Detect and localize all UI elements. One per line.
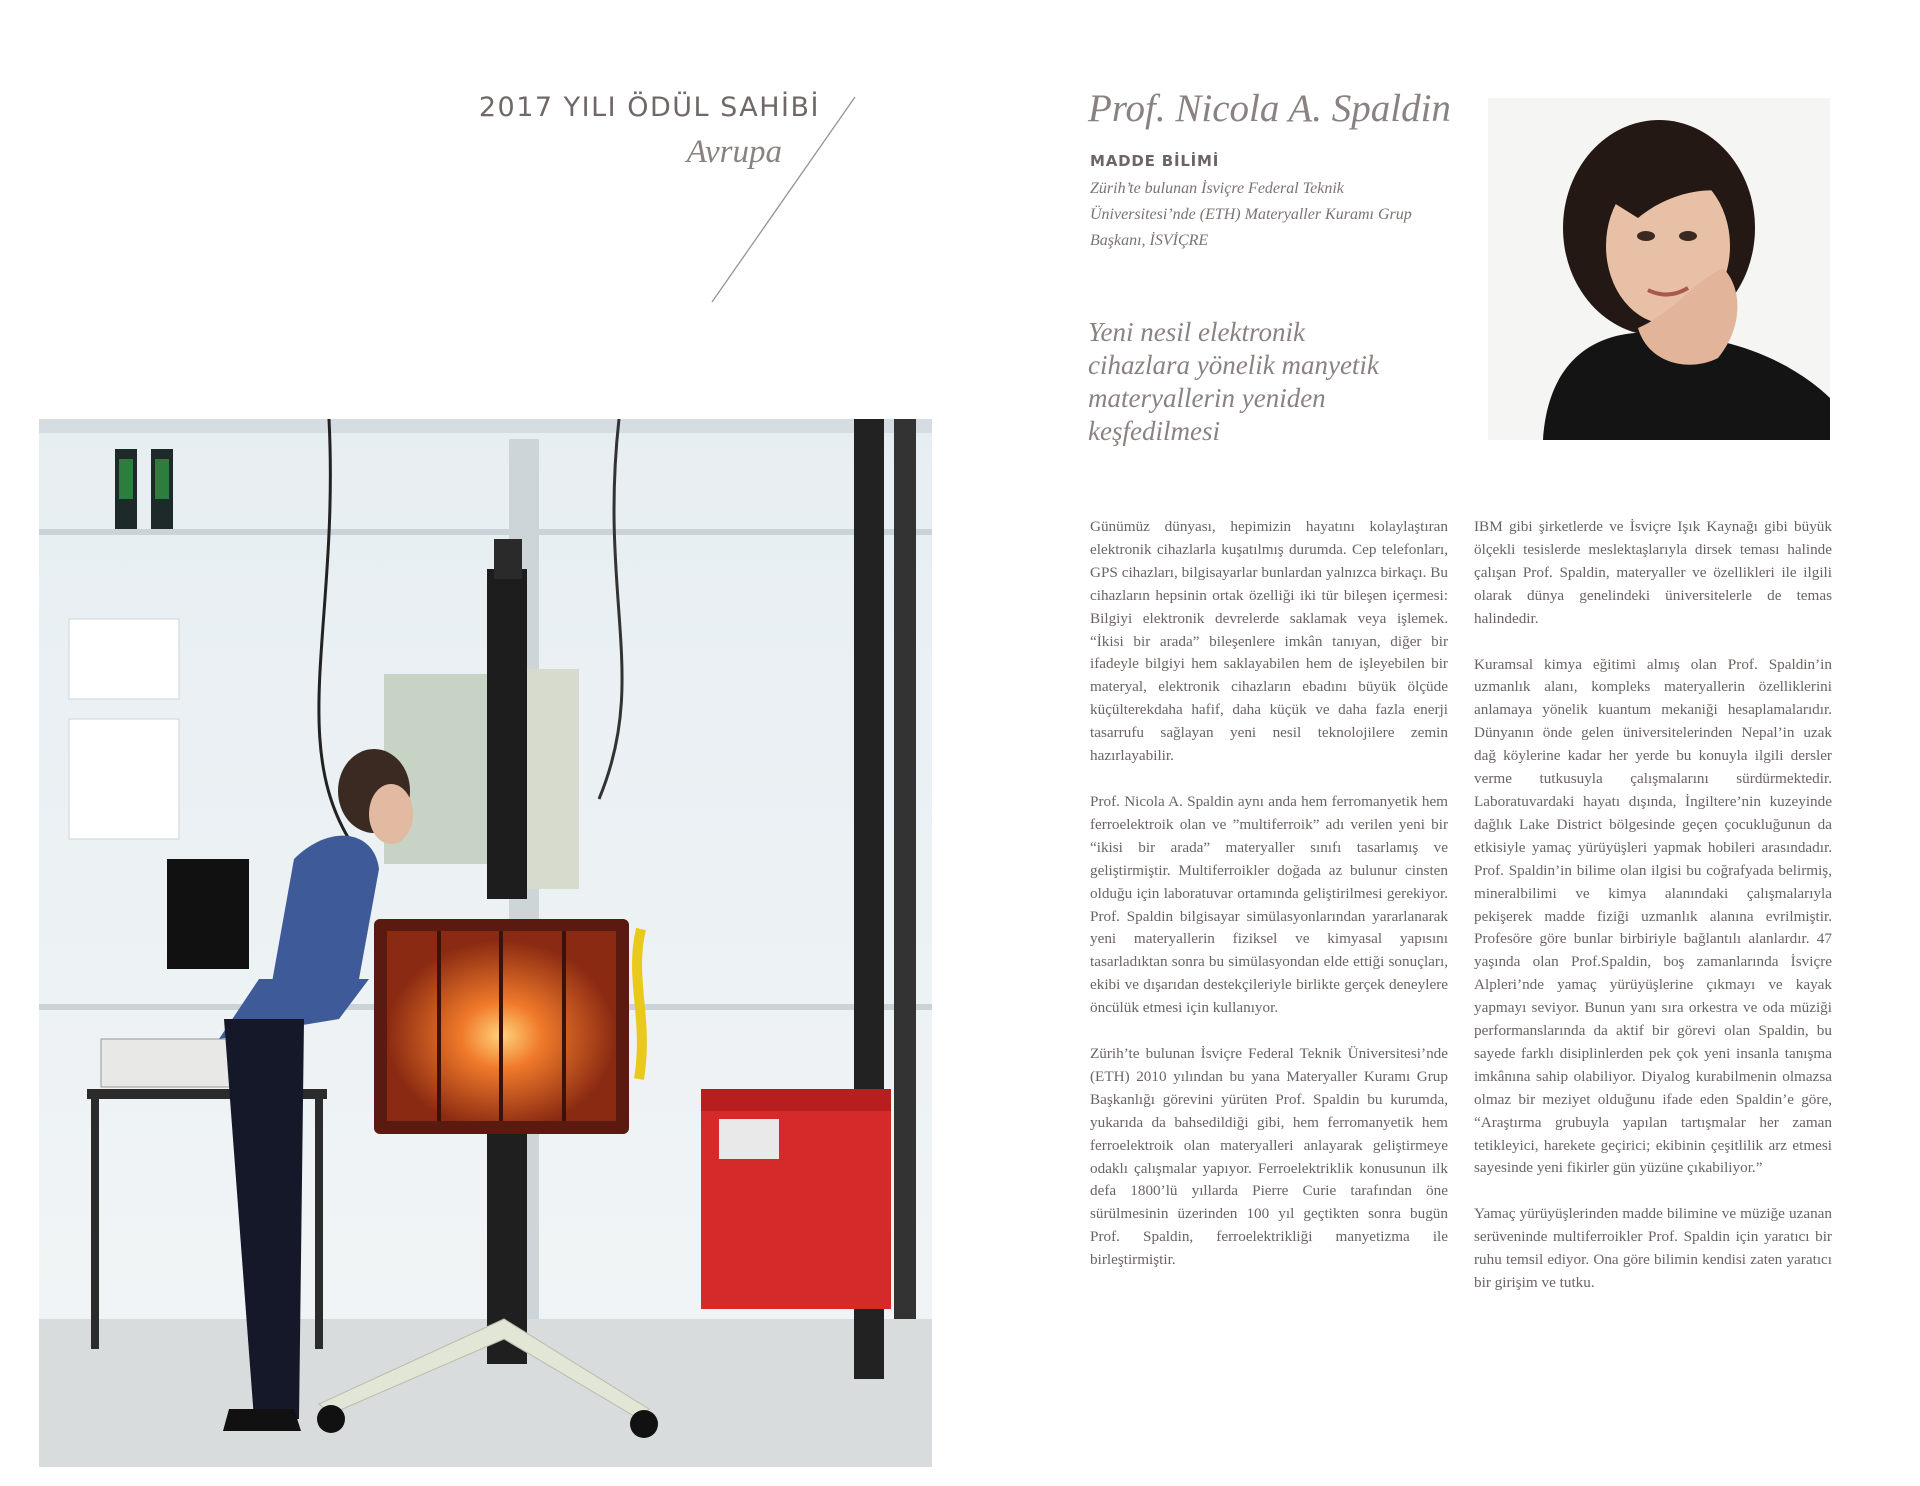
body-paragraph: Kuramsal kimya eğitimi almış olan Prof. Spaldin’in uzmanlık alanı, kompleks materyallerin özelliklerini anlamaya yönelik kuantum mekaniği hesaplamalarıdır. Dünyanın önde gelen üniversitelerinden Nepal’in uzak dağ köylerine kadar her yerde bu konuyla ilgili dersler verme tutkusuyla çalışmalarını sürdürmektedir. Laboratuvardaki hayatı dışında, İngiltere’nin kuzeyinde dağlık Lake District bölgesinde geçen çocukluğunun da etkisiyle yamaç yürüyüşleri yapmak hobileri arasındadır. Prof. Spaldin’in bilime olan ilgisi bu coğrafyada belirmiş, mineralbilimi ve kimya alanındaki çalışmalarıyla pekişerek madde fiziği uzmanlık alanına evrilmiştir. Profesöre göre bunlar birbiriyle bağlantılı alanlardır. 47 yaşında olan Prof.Spaldin, boş zamanlarında İsviçre Alpleri’nde yamaç yürüyüşlerine çıkmayı ve kayak yapmayı seviyor. Bunun yanı sıra orkestra ve oda müziği performanslarında da aktif bir görevi olan Spaldin, bu sayede farklı disiplinlerden pek çok yeni insanla tanışma imkânına sahip olabiliyor. Diyalog kurabilmenin olmazsa olmaz bir meziyet olduğunu ifade eden Spaldin’e göre, “Araştırma grubuyla yapılan tartışmalar her zaman tetikleyici, harekete geçirici; ekibinin çeşitlilik arz etmesi sayesinde yeni fikirler gün yüzüne çıkabiliyor.” xyxy=(1474,655,1832,1177)
body-paragraph: Prof. Nicola A. Spaldin aynı anda hem ferromanyetik hem ferroelektroik olan ve ”multiferroik” adı verilen yeni bir “ikisi bir arada” materyaller sınıfı tasarlamış ve geliştirmiştir. Multiferroikler doğada az bulunur cinsten olduğu için laboratuvar ortamında geliştirilmesi gerekiyor. Prof. Spaldin bilgisayar simülasyonlarından yararlanarak yeni materyallerin fiziksel ve kimyasal yapısını tasarladıktan sonra bu simülasyondan elde ettiği sonuçları, ekibi ve dışarıdan destekçileriyle birlikte gerçek deneylere öncülük etmesi için kullanıyor. xyxy=(1090,792,1448,1017)
portrait-illustration xyxy=(1488,98,1830,440)
affiliation-text: Zürih’te bulunan İsviçre Federal Teknik Üniversitesi’nde (ETH) Materyaller Kuramı Grup Başkanı, İSVİÇRE xyxy=(1090,180,1412,249)
laureate-name: Prof. Nicola A. Spaldin xyxy=(1088,87,1451,130)
lab-photo-illustration xyxy=(39,419,932,1467)
body-column-right xyxy=(1474,516,1832,1318)
body-paragraph: Yamaç yürüyüşlerinden madde bilimine ve müziğe uzanan serüveninde multiferroikler Prof. Spaldin için yaratıcı bir ruhu temsil ediyor. Ona göre bilimin kendisi zaten yaratıcı bir girişim ve tutku. xyxy=(1474,1205,1832,1292)
lab-photo xyxy=(39,419,932,1467)
portrait-photo xyxy=(1488,98,1830,440)
body-column-left xyxy=(1090,516,1448,1295)
body-paragraph: Günümüz dünyası, hepimizin hayatını kolaylaştıran elektronik cihazlarla kuşatılmış durumda. Cep telefonları, GPS cihazları, bilgisayarlar bunlardan yalnızca birkaçı. Bu cihazların hepsinin ortak özelliği iki tür bileşen içermesi: Bilgiyi elektronik devrelerde saklamak veya işlemek. “İkisi bir arada” bileşenlere imkân tanıyan, diğer bir ifadeyle bilgiyi hem saklayabilen hem de işleyebilen bir materyal, elektronik cihazların ebadını büyük ölçüde küçülterekdaha hafif, daha küçük ve daha fazla enerji tasarrufu sağlayan yeni nesil teknolojilere zemin hazırlayabilir. xyxy=(1090,518,1448,765)
field-label: MADDE BİLİMİ xyxy=(1090,152,1220,170)
body-paragraph: IBM gibi şirketlerde ve İsviçre Işık Kaynağı gibi büyük ölçekli tesislerde meslektaşlarıyla dirsek teması halinde çalışan Prof. Spaldin, materyaller ve özellikleri ile ilgili olarak dünya genelindeki üniversitelerle de temas halindedir. xyxy=(1474,518,1832,627)
body-paragraph: Zürih’te bulunan İsviçre Federal Teknik Üniversitesi’nde (ETH) 2010 yılından bu yana Materyaller Kuramı Grup Başkanlığı görevini yürüten Prof. Spaldin bu kurumda, yukarıda da bahsedildiği gibi, hem ferromanyetik hem ferroelektroik olan materyalleri anlayarak geliştirmeye odaklı çalışmalar yapıyor. Ferroelektriklik konusunun ilk defa 1800’lü yıllarda Pierre Curie tarafından öne sürülmesinin üzerinden 100 yıl geçtikten sonra bugün Prof. Spaldin, ferroelektrikliği manyetizma ile birleştirmiştir. xyxy=(1090,1045,1448,1269)
award-title: 2017 YILI ÖDÜL SAHİBİ xyxy=(478,92,820,123)
research-subtitle: Yeni nesil elektronik cihazlara yönelik manyetik materyallerin yeniden keşfedilmesi xyxy=(1088,317,1379,446)
region-label: Avrupa xyxy=(686,134,782,170)
